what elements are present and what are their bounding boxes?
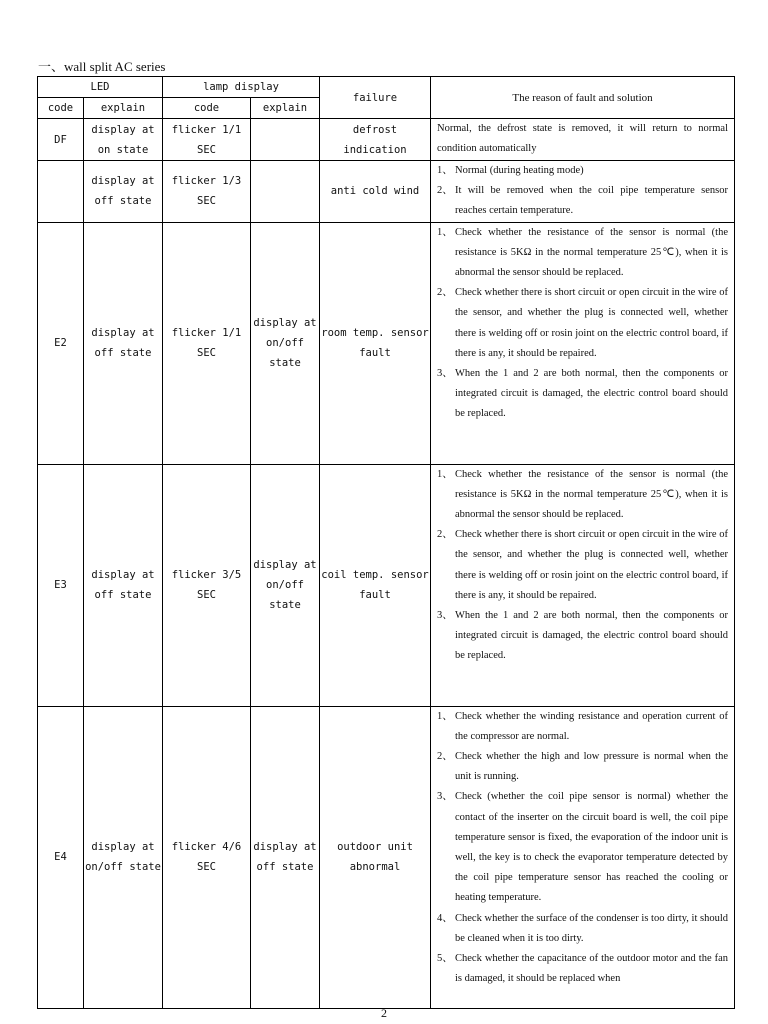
reason-number: 1、	[437, 468, 453, 480]
reason-text: When the 1 and 2 are both normal, then the components or integrated circuit is damaged, the electric control board should be replaced.	[455, 368, 729, 420]
reason-text: Normal, the defrost state is removed, it will return to normal condition automatically	[437, 123, 729, 155]
reason-text: Check whether there is short circuit or open circuit in the wire of the sensor, and whether the plug is connected well, whether there is welding off or rosin joint on the electric control board, if there is any, it should be repaired.	[455, 287, 729, 359]
reason-number: 3、	[437, 791, 453, 803]
cell-failure: outdoor unit abnormal	[320, 706, 431, 1008]
header-lamp-explain: explain	[251, 98, 320, 119]
header-lamp-code: code	[163, 98, 251, 119]
cell-reason	[431, 706, 735, 1008]
cell-reason	[431, 222, 735, 464]
cell-failure: defrost indication	[320, 119, 431, 161]
fault-code-table	[37, 76, 735, 1009]
reason-number: 1、	[437, 165, 453, 176]
cell-led-explain: display at off state	[84, 222, 163, 464]
page-number: 2	[381, 1006, 387, 1020]
reason-text: Check whether the high and low pressure is normal when the unit is running.	[455, 751, 729, 783]
reason-number: 3、	[437, 610, 453, 622]
cell-lamp-explain	[251, 161, 320, 223]
cell-lamp-code: flicker 3/5 SEC	[163, 464, 251, 706]
table-row	[38, 222, 735, 464]
reason-item	[437, 787, 728, 908]
cell-lamp-code: flicker 1/1 SEC	[163, 222, 251, 464]
reason-item	[437, 181, 728, 221]
header-reason: The reason of fault and solution	[431, 77, 735, 119]
cell-led-explain: display at off state	[84, 161, 163, 223]
reason-item	[437, 747, 728, 787]
reason-item	[437, 161, 728, 181]
cell-code	[38, 161, 84, 223]
reason-number: 5、	[437, 953, 453, 965]
cell-code: DF	[38, 119, 84, 161]
reason-number: 2、	[437, 751, 453, 763]
reason-item	[437, 606, 728, 667]
table-row	[38, 119, 735, 161]
reason-number: 2、	[437, 185, 453, 197]
reason-number: 2、	[437, 529, 453, 541]
cell-lamp-explain	[251, 119, 320, 161]
table-row	[38, 161, 735, 223]
header-led: LED	[38, 77, 163, 98]
header-explain: explain	[84, 98, 163, 119]
reason-text: Check whether the winding resistance and operation current of the compressor are normal.	[455, 710, 729, 742]
reason-item	[437, 283, 728, 364]
reason-item	[437, 707, 728, 747]
table-body	[38, 119, 735, 1009]
cell-lamp-explain: display at on/off state	[251, 222, 320, 464]
reason-item	[437, 364, 728, 425]
cell-lamp-explain: display at off state	[251, 706, 320, 1008]
header-lamp-display: lamp display	[163, 77, 320, 98]
reason-text: Check whether the resistance of the sensor is normal (the resistance is 5KΩ in the normal temperature 25℃), when it is abnormal the sensor should be replaced.	[455, 468, 729, 521]
cell-led-explain: display at on/off state	[84, 706, 163, 1008]
reason-item	[437, 949, 728, 989]
cell-reason	[431, 161, 735, 223]
cell-failure: coil temp. sensor fault	[320, 464, 431, 706]
cell-led-explain: display at on state	[84, 119, 163, 161]
cell-code: E3	[38, 464, 84, 706]
reason-number: 1、	[437, 226, 453, 238]
cell-reason	[431, 119, 735, 161]
table-row	[38, 464, 735, 706]
reason-number: 2、	[437, 287, 453, 299]
reason-text: Normal (during heating mode)	[455, 165, 584, 176]
reason-number: 3、	[437, 368, 453, 380]
reason-text: Check whether the resistance of the sensor is normal (the resistance is 5KΩ in the normal temperature 25℃), when it is abnormal the sensor should be replaced.	[455, 226, 729, 279]
reason-text: Check whether the surface of the condenser is too dirty, it should be cleaned when it is too dirty.	[455, 912, 729, 944]
cell-lamp-code: flicker 1/3 SEC	[163, 161, 251, 223]
reason-text: Check (whether the coil pipe sensor is normal) whether the contact of the inserter on the circuit board is well, the coil pipe temperature sensor is fixed, the evaporation of the indoor unit is well, the key is to check the evaporator temperature detected by the coil pipe temperature sensor has reached the cooling or heating temperature.	[455, 791, 729, 904]
reason-item	[437, 525, 728, 606]
reason-text: Check whether there is short circuit or open circuit in the wire of the sensor, and whether the plug is connected well, whether there is welding off or rosin joint on the electric control board, if there is any, it should be repaired.	[455, 529, 729, 601]
reason-item	[437, 465, 728, 526]
cell-lamp-explain: display at on/off state	[251, 464, 320, 706]
header-failure: failure	[320, 77, 431, 119]
section-heading: 一、wall split AC series	[38, 59, 166, 74]
table-row	[38, 706, 735, 1008]
reason-item	[437, 223, 728, 284]
cell-reason	[431, 464, 735, 706]
reason-text: It will be removed when the coil pipe temperature sensor reaches certain temperature.	[455, 185, 729, 217]
cell-code: E4	[38, 706, 84, 1008]
reason-number: 4、	[437, 912, 453, 924]
reason-text: Check whether the capacitance of the outdoor motor and the fan is damaged, it should be replaced when	[455, 953, 729, 985]
cell-failure: anti cold wind	[320, 161, 431, 223]
cell-failure: room temp. sensor fault	[320, 222, 431, 464]
cell-led-explain: display at off state	[84, 464, 163, 706]
reason-number: 1、	[437, 710, 453, 722]
reason-item	[437, 909, 728, 949]
reason-text: When the 1 and 2 are both normal, then the components or integrated circuit is damaged, the electric control board should be replaced.	[455, 610, 729, 662]
header-code: code	[38, 98, 84, 119]
cell-lamp-code: flicker 1/1 SEC	[163, 119, 251, 161]
cell-code: E2	[38, 222, 84, 464]
cell-lamp-code: flicker 4/6 SEC	[163, 706, 251, 1008]
